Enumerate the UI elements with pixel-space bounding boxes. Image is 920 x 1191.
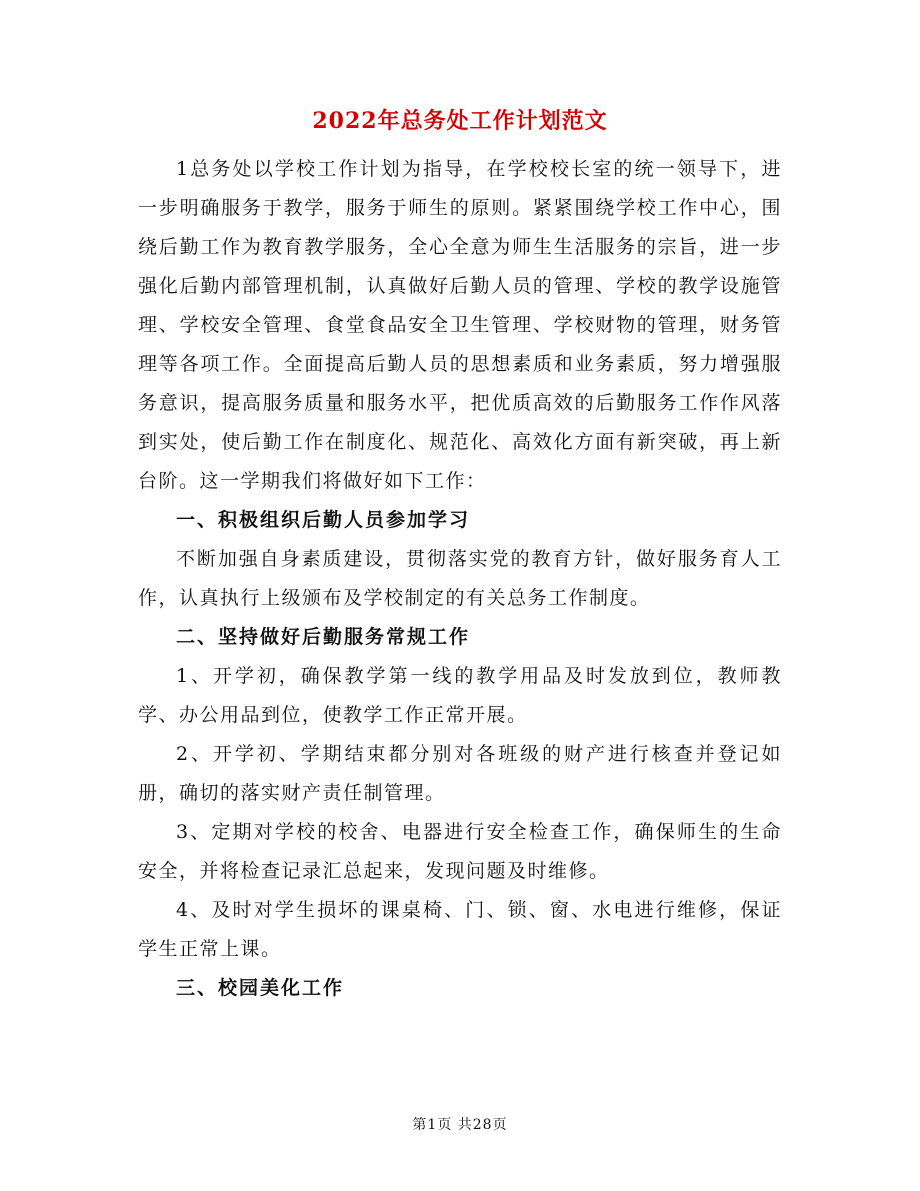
section-heading: 二、坚持做好后勤服务常规工作 (176, 626, 471, 648)
section-heading: 三、校园美化工作 (176, 977, 345, 999)
body-paragraph: 不断加强自身素质建设，贯彻落实党的教育方针，做好服务育人工作，认真执行上级颁布及学校制定的有关总务工作制度。 (138, 548, 782, 609)
body-paragraph: 2、开学初、学期结束都分别对各班级的财产进行核查并登记如册，确切的落实财产责任制管理。 (138, 743, 782, 804)
document-body (138, 150, 782, 1008)
body-paragraph: 1、开学初，确保教学第一线的教学用品及时发放到位，教师教学、办公用品到位，使教学工作正常开展。 (138, 665, 782, 726)
section-heading: 一、积极组织后勤人员参加学习 (176, 509, 471, 531)
body-paragraph: 1总务处以学校工作计划为指导，在学校校长室的统一领导下，进一步明确服务于教学，服务于师生的原则。紧紧围绕学校工作中心，围绕后勤工作为教育教学服务，全心全意为师生生活服务的宗旨，进一步强化后勤内部管理机制，认真做好后勤人员的管理、学校的教学设施管理、学校安全管理、食堂食品安全卫生管理、学校财物的管理，财务管理等各项工作。全面提高后勤人员的思想素质和业务素质，努力增强服务意识，提高服务质量和服务水平，把优质高效的后勤服务工作作风落到实处，使后勤工作在制度化、规范化、高效化方面有新突破，再上新台阶。这一学期我们将做好如下工作： (138, 158, 782, 492)
body-paragraph: 3、定期对学校的校舍、电器进行安全检查工作，确保师生的生命安全，并将检查记录汇总起来，发现问题及时维修。 (138, 821, 782, 882)
document-title: 2022年总务处工作计划范文 (312, 108, 608, 134)
page-footer: 第1页 共28页 (412, 1117, 508, 1133)
body-paragraph: 4、及时对学生损坏的课桌椅、门、锁、窗、水电进行维修，保证学生正常上课。 (138, 899, 782, 960)
